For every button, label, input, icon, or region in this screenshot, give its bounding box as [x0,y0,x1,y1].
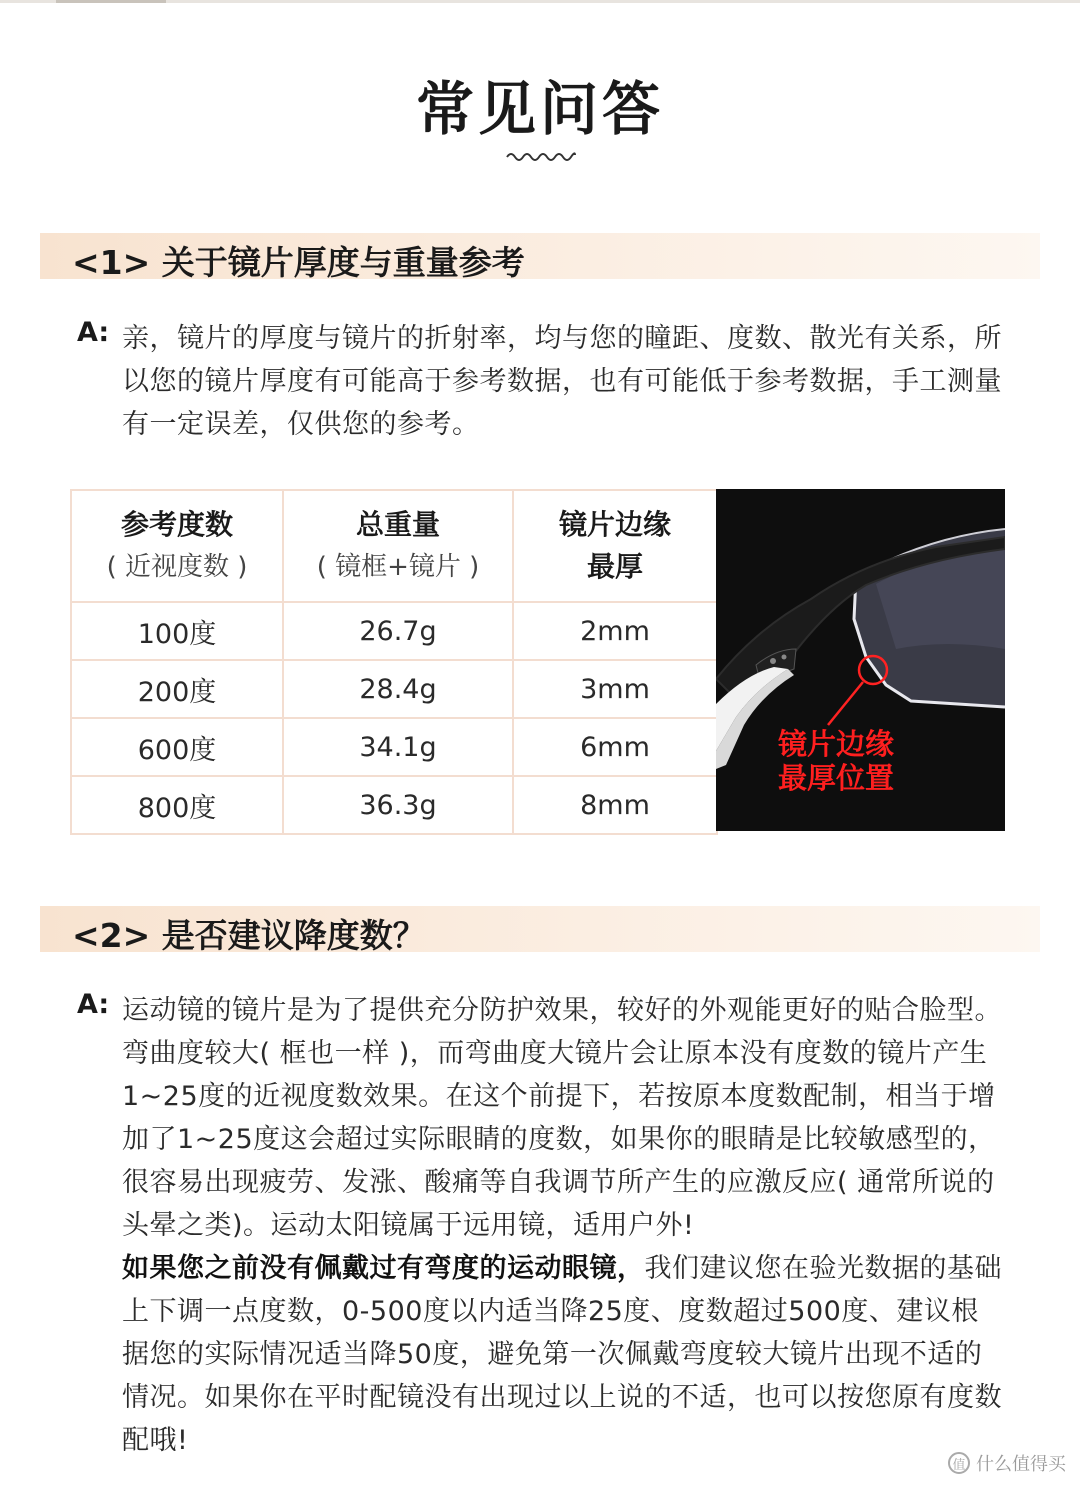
top-strip [0,0,1080,3]
section-1-heading: <1> 关于镜片厚度与重量参考 [72,243,525,282]
table-row [71,660,717,718]
section-1-answer-text: 亲，镜片的厚度与镜片的折射率，均与您的瞳距、度数、散光有关系，所以您的镜片厚度有可能高于参考数据，也有可能低于参考数据，手工测量有一定误差，仅供您的参考。 [122,323,1002,440]
lens-caption-line-2: 最厚位置 [778,761,895,795]
table-cell: 8mm [513,776,717,834]
table-header-row [71,490,717,602]
header-main: 参考度数 [120,508,233,541]
table-cell: 2mm [513,602,717,660]
table-header-cell [513,490,717,602]
header-sub: ( 近视度数 ) [106,552,248,582]
table-header-cell [71,490,283,602]
table-cell: 800度 [71,776,283,834]
top-strip-bar [56,0,166,3]
header-main: 镜片边缘 [558,508,671,541]
page-title: 常见问答 [415,75,664,143]
lens-edge-photo [716,489,1005,831]
answer-text-part2: 我们建议您在验光数据的基础上下调一点度数，0-500度以内适当降25度、度数超过500度、建议根据您的实际情况适当降50度，避免第一次佩戴弯度较大镜片出现不适的情况。如果你在平时配镜没有出现过以上说的不适，也可以按您原有度数配哦! [122,1253,1002,1456]
header-main-line2: 最厚 [586,550,643,583]
watermark-text: 什么值得买 [976,1454,1066,1475]
reference-table [70,489,718,835]
answer-label: A: [77,317,110,348]
header-sub: ( 镜框+镜片 ) [316,552,480,582]
table-cell: 28.4g [283,660,513,718]
section-2-header [40,906,1040,955]
table-cell: 6mm [513,718,717,776]
table-cell: 26.7g [283,602,513,660]
table-header-cell [283,490,513,602]
section-2-answer-text [122,989,1002,1462]
table-cell: 34.1g [283,718,513,776]
watermark-logo-icon: 值 [948,1452,970,1474]
section-1-answer [77,317,1007,447]
section-2-answer [77,989,1007,1459]
answer-bold-text: 如果您之前没有佩戴过有弯度的运动眼镜， [122,1253,645,1284]
table-cell: 3mm [513,660,717,718]
lens-caption-line-1: 镜片边缘 [778,727,895,761]
section-2-heading: <2> 是否建议降度数？ [72,916,426,955]
header-main: 总重量 [355,508,440,541]
table-row [71,718,717,776]
answer-label: A: [77,989,110,1020]
watermark [948,1450,1066,1476]
table-cell: 600度 [71,718,283,776]
section-1-header [40,233,1040,282]
table-cell: 100度 [71,602,283,660]
table-row [71,776,717,834]
answer-text-part1: 运动镜的镜片是为了提供充分防护效果，较好的外观能更好的贴合脸型。弯曲度较大( 框也一样 )，而弯曲度大镜片会让原本没有度数的镜片产生1~25度的近视度数效果。在这个前提下，若按原本度数配制，相当于增加了1~25度这会超过实际眼睛的度数，如果你的眼睛是比较敏感型的，很容易出现疲劳、发涨、酸痛等自我调节所产生的应激反应( 通常所说的头晕之类)。运动太阳镜属于远用镜，适用户外! [122,995,1002,1241]
table-cell: 36.3g [283,776,513,834]
table-row [71,602,717,660]
title-squiggle-decoration [505,148,577,162]
table-cell: 200度 [71,660,283,718]
lens-caption [778,727,928,795]
